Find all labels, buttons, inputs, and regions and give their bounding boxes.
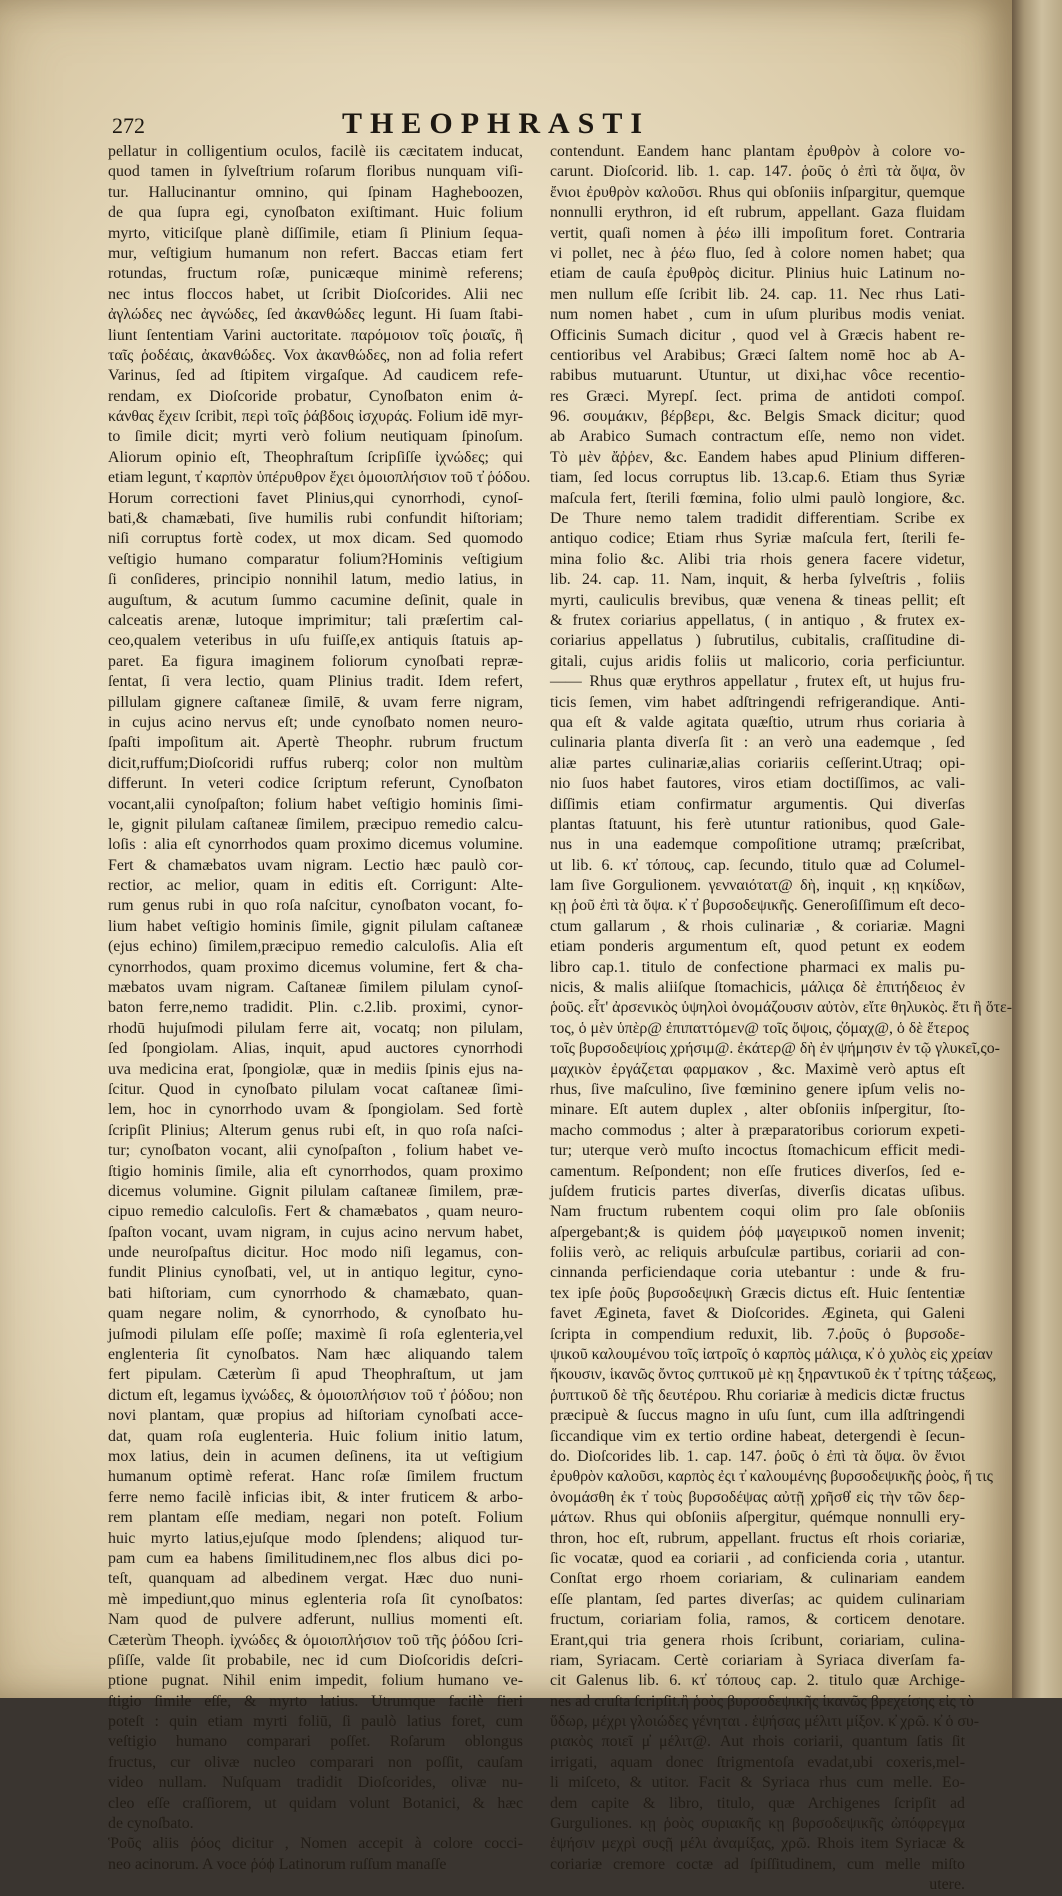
text-line: fert pipulam. Cæterùm ſi apud Theophraſtum, ut jam [108, 1366, 523, 1384]
text-line: ὕδωρ, μέχρι γλοιώδες γένηται . ἑψήσας μέλιτι μίξον. κ̓ χρῶ. κ̓ ὁ συ- [550, 1713, 980, 1731]
text-line: lem, hoc in cynorrhodo uvam & ſpongiolam. Sed fortè [108, 1101, 523, 1119]
text-line: Officinis Sumach dicitur , quod vel à Græcis habent re- [550, 326, 965, 344]
text-line: ψικοῦ καλουμένου τοῖς ἰατροῖς ὁ καρπὸς μάλιςα, κ̓ ὁ χυλὸς εἰς χρείαν [550, 1346, 993, 1364]
text-line: Ῥοῦς aliis ῥόος dicitur , Nomen accepit à colore cocci- [108, 1835, 523, 1853]
text-line: De Thure nemo talem tradidit differentiam. Scribe ex [550, 510, 965, 528]
text-line: plantas ſtatuunt, his ferè utuntur rationibus, quod Gale- [550, 815, 965, 833]
text-line: pillulam gignere caſtaneæ ſimilē, & uvam ferre nigram, [108, 693, 523, 711]
text-line: de qua ſupra egi, cynoſbaton exiſtimant. Huic folium [108, 204, 523, 222]
text-line: ſpaſton vocant, uvam nigram, in cujus acino nervum habet, [108, 1223, 523, 1241]
text-line: liunt ſententiam Varini auctoritate. παρόμοιον τοῖς ῥοιαῖς, ἢ [108, 326, 523, 344]
text-line: coriariæ cremore coctæ ad ſpiſſitudinem, cum melle miſto [550, 1855, 965, 1873]
text-line: mina folio &c. Alibi tria rhois genera facere videtur, [550, 550, 965, 568]
text-line: baton ferre,nemo tradidit. Plin. c.2.lib. proximi, cynor- [108, 999, 523, 1017]
text-line: pam cum ea habens ſimilitudinem,nec flos albus dici po- [108, 1549, 523, 1567]
text-line: huic myrto latius,ejuſque modo ſplendens; aliquod tur- [108, 1529, 523, 1547]
text-line: ticis ſemen, vim habet adſtringendi refrigerandique. Anti- [550, 693, 965, 711]
text-line: utere. [929, 1876, 965, 1894]
text-line: calceatis arenæ, lutoque imprimitur; tali præſertim cal- [108, 611, 523, 629]
text-line: bati hiſtoriam, cum cynorrhodo & chamæbato, quan- [108, 1284, 523, 1302]
text-line: ſed ſpongiolam. Alias, inquit, apud auctores cynorrhodi [108, 1040, 523, 1058]
text-line: ἑψήσιν μεχρὶ συςῇ μέλι ἀναμίξας, χρῶ. Rhois item Syriacæ & [550, 1835, 965, 1853]
text-line: ταῖς ῥοδέαις, ἀκανθώδες. Vox ἀκανθώδες, non ad folia refert [108, 346, 523, 364]
text-line: fructus, cur olivæ nucleo comparari non poſſit, cauſam [108, 1753, 523, 1771]
text-line: englenteria ſit cynoſbatos. Nam hæc aliquando talem [108, 1346, 523, 1364]
text-line: rotundas, fructum roſæ, punicæque minimè referens; [108, 265, 523, 283]
text-line: myrto, viticiſque planè diſſimile, etiam ſi Plinium ſequa- [108, 224, 523, 242]
text-line: tur; uterque verò muſto incoctus ſtomachicum efficit medi- [550, 1142, 965, 1160]
text-line: Cæterùm Theoph. ἰχνώδες & ὁμοιοπλήσιον τοῦ τῆς ῥόδου ſcri- [108, 1631, 523, 1649]
text-line: riam, Syriacam. Certè coriariam à Syriaca diverſam fa- [550, 1651, 965, 1669]
text-line: centioribus vel Arabibus; Græci ſaltem nomē hoc ab A- [550, 346, 965, 364]
text-line: minare. Eſt autem duplex , alter obſoniis inſpergitur, ſto- [550, 1101, 965, 1119]
text-line: quam negare nolim, & cynorrhodo, & cynoſbato hu- [108, 1305, 523, 1323]
text-line: Conſtat ergo rhoem coriariam, & culinariam eandem [550, 1570, 965, 1588]
text-line: dicemus volumine. Gignit pilulam caſtaneæ ſimilem, præ- [108, 1182, 523, 1200]
text-line: μαχικὸν ἐργάζεται φαρμακον , &c. Maximè verò aptus eſt [550, 1060, 965, 1078]
text-line: rendam, ex Dioſcoride probatur, Cynoſbaton enim ἀ- [108, 387, 523, 405]
text-line: ἔνιοι ἐρυθρὸν καλοῦσι. Rhus qui obſoniis inſpargitur, quemque [550, 183, 965, 201]
text-line: favet Ægineta, favet & Dioſcorides. Ægineta, qui Galeni [550, 1305, 965, 1323]
text-line: ferre nemo facilè inficias ibit, & inter fruticem & arbo- [108, 1488, 523, 1506]
text-line: vocant,alii cynoſpaſton; folium habet veſtigio hominis ſimi- [108, 795, 523, 813]
text-line: ſpaſti impoſitum ait. Apertè Theophr. rubrum fructum [108, 734, 523, 752]
text-line: auguſtum, & acutum ſummo cacumine deſinit, quale in [108, 591, 523, 609]
text-line: mox latius, dein in acumen deſinens, ita ut veſtigium [108, 1448, 523, 1465]
text-line: men nullum eſſe ſcribit lib. 24. cap. 11. Nec rhus Lati- [550, 285, 965, 303]
text-line: Nam quod de pulvere adferunt, nullius momenti eſt. [108, 1611, 523, 1629]
text-line: & frutex coriarius appellatus, ( in antiquo , & frutex ex- [550, 611, 965, 629]
page-number: 272 [112, 113, 145, 138]
text-line: ἥκουσιν, ἱκανῶς ὄντος ςυπτικοῦ μὲ κῃ ξηραντικοῦ ἐκ τ̓ τρίτης τάξεως, [550, 1366, 997, 1384]
text-line: ctum gallarum , & rhois culinariæ , & coriariæ. Magni [550, 917, 965, 935]
text-line: tiam, ſed locus corruptus lib. 13.cap.6. Etiam thus Syriæ [550, 469, 965, 487]
text-line: nus in una eademque compoſitione utramq; præſcribat, [550, 836, 965, 854]
text-line: niſi corruptus fortè codex, ut mox dicam. Sed quomodo [108, 530, 523, 548]
text-line: tur. Hallucinantur omnino, qui ſpinam Hagheboozen, [108, 183, 523, 201]
text-line: loſis : alia eſt cynorrhodos quam proximo dicemus volumine. [108, 836, 523, 854]
right-column [550, 142, 1012, 1896]
text-line: ſcitur. Quod in cynoſbato pilulam vocat caſtaneæ ſimi- [108, 1080, 523, 1098]
text-line: nicis, & malis aliiſque ſtomachicis, μάλιςα δὲ ἐπιτήδειος ἐν [550, 979, 965, 997]
text-line: Horum correctioni favet Plinius,qui cynorrhodi, cynoſ- [108, 489, 523, 507]
text-line: τοῖς βυρσοδεψίοις χρήσιμ@. ἐκάτερ@ δὴ ἐν ψήμησιν ἐν τῷ γλυκεῖ,ςο- [550, 1040, 1000, 1058]
text-line: uva medicina erat, ſpongiolæ, quæ in mediis ſpinis ejus na- [108, 1060, 523, 1078]
text-line: etiam de cauſa ἐρυθρὸς dicitur. Plinius huic Latinum no- [550, 265, 965, 283]
left-column [108, 142, 531, 1875]
text-line: gitali, cujus aridis foliis ut malicorio, coria perficiuntur. [550, 652, 965, 670]
text-line: μάτων. Rhus qui obſoniis aſpergitur, quémque nonnulli ery- [550, 1509, 965, 1527]
text-line: ſcripta in compendium reduxit, lib. 7.ῥοῦς ὁ βυρσοδε- [550, 1325, 965, 1343]
text-line: macho commodus ; alter à præparatoribus coriorum expeti- [550, 1121, 965, 1139]
adjacent-page-edge [1012, 0, 1062, 1698]
text-line: mæbatos uvam nigram. Caſtaneæ ſimilem pilulam cynoſ- [108, 979, 523, 997]
text-line: tur; cynoſbaton vocant, alii cynoſpaſton , folium habet ve- [108, 1142, 523, 1160]
text-line: veſtigio humano comparari poſſet. Roſarum oblongus [108, 1733, 523, 1751]
text-line: dicit,ruffum;Dioſcoridi ruffus ruberq; color non multùm [108, 754, 523, 772]
text-line: κάνθας ἔχειν ſcribit, περὶ τοῖς ῥάβδοις ἰσχυράς. Folium idē myr- [108, 408, 523, 426]
text-line: ἐρυθρὸν καλοῦσι, καρπὸς ἐςι τ̓ καλουμένης βυρσοδεψικῆς ῥοὸς, ἥ τις [550, 1468, 993, 1486]
text-line: le, gignit pilulam caſtaneæ ſimilem, præcipuo remedio calcu- [108, 815, 523, 833]
text-line: ceo,qualem veteribus in uſu fuiſſe,ex antiquis ſtatuis ap- [108, 632, 523, 650]
text-line: num nomen habet , cum in uſum pluribus modis veniat. [550, 306, 965, 324]
text-line: humanum optimè referat. Hanc roſæ ſimilem fructum [108, 1468, 523, 1486]
text-line: ἀγλώδες nec ἀγνώδες, ſed ἀκανθώδες legunt. Hi ſuam ſtabi- [108, 306, 523, 324]
text-line: tex ipſe ῥοῦς βυρσοδεψικὴ Græcis dictus eſt. Huic ſententiæ [550, 1284, 965, 1302]
text-line: —— Rhus quæ erythros appellatur , frutex eſt, ut hujus fru- [550, 673, 965, 691]
text-line: rhus, ſive maſculino, ſive fœminino genere ipſum velis no- [550, 1080, 965, 1098]
text-line: ſentat, ſi vera lectio, quam Plinius tradit. Idem refert, [108, 673, 523, 691]
text-line: ſi conſideres, principio nonnihil latum, medio latius, in [108, 571, 523, 589]
text-line: ῥοῦς. εἶτ' ἀρσενικὸς ὑψηλοὶ ὀνομάζουσιν αὐτὸν, εἴτε θηλυκὸς. ἔτι ἢ ὅτε- [550, 999, 1012, 1017]
text-line: nec intus floccos habet, ut ſcribit Dioſcorides. Alii nec [108, 285, 523, 303]
text-line: contendunt. Eandem hanc plantam ἐρυθρὸν à colore vo- [550, 143, 965, 160]
text-line: lib. 24. cap. 11. Nam, inquit, & herba ſylveſtris , foliis [550, 571, 965, 589]
text-line: nes ad cruſta ſcripſit.ἢ ῥοὸς βυρσοδεψικῆς ἱκανῶς βρεχείσης εἰς τὸ [550, 1692, 975, 1710]
text-line: lam ſive Gorgulionem. γενναιότατ@ δὴ, inquit , κῃ κηκίδων, [550, 877, 965, 895]
text-line: novi plantam, quæ propius ad hiſtoriam cynoſbati acce- [108, 1407, 523, 1425]
text-line: Aliorum opinio eſt, Theophraſtum ſcripſiſſe ἰχνώδες; qui [108, 448, 523, 466]
text-line: irrigati, aquam donec ſtrigmentoſa evadat,ubi coxeris,mel- [550, 1753, 965, 1771]
text-line: res Græci. Myrepſ. ſect. prima de antidoti compoſ. [550, 387, 965, 405]
text-line: (ejus echino) ſimilem,præcipuo remedio calculoſis. Alia eſt [108, 938, 523, 956]
text-line: fructum, coriariam folia, ramos, & corticem denotare. [550, 1611, 965, 1629]
text-line: teſt, quanquam ad albedinem vergat. Hæc duo nuni- [108, 1570, 523, 1588]
text-line: ab Arabico Sumach contractum eſſe, nemo non videt. [550, 428, 965, 446]
text-line: Nam fructum rubentem coqui olim pro ſale obſoniis [550, 1203, 965, 1221]
text-line: differunt. In veteri codice ſcriptum referunt, Cynoſbaton [108, 775, 523, 793]
text-line: vertit, quaſi nomen à ῥέω illi impoſitum foret. Contraria [550, 224, 965, 242]
text-line: unde neuroſpaſtus dicitur. Hoc modo niſi legamus, con- [108, 1244, 523, 1262]
text-line: lium habet veſtigio hominis ſimile, gignit pilulam caſtaneæ [108, 917, 523, 935]
text-line: cleo eſſe craſſiorem, ut quidam volunt Botanici, & hæc [108, 1794, 523, 1812]
text-line: foliis verò, ac reliquis arbuſculæ partibus, coriarii ad con- [550, 1244, 965, 1262]
text-line: ſtigio hominis ſimile, alia eſt cynorrhodos, quam proximo [108, 1162, 523, 1180]
text-line: rum genus rubi in quo roſa naſcitur, cynoſbaton vocant, fo- [108, 897, 523, 915]
text-line: dictum eſt, legamus ἰχνώδες, & ὁμοιοπλήσιον τοῦ τ̓ ῥόδου; non [108, 1386, 523, 1404]
text-line: camentum. Reſpondent; non eſſe frutices diverſos, ſed e- [550, 1162, 965, 1180]
text-line: præcipuè & ſuccus magno in uſu ſunt, cum illa adſtringendi [550, 1407, 965, 1425]
text-line: Gurguliones. κῃ ῥοὸς συριακῆς κῃ βυρσοδεψικῆς ὠπόφρεγμα [550, 1815, 965, 1833]
text-line: libro cap.1. titulo de confectione pharmaci ex malis pu- [550, 958, 965, 976]
text-line: ut lib. 6. κτ̓ τόπους, cap. ſecundo, titulo quæ ad Columel- [550, 856, 965, 874]
text-line: dat, quam roſa euglenteria. Huic folium initio latum, [108, 1427, 523, 1445]
text-line: juſmodi pilulam eſſe poſſe; maximè ſi roſa eglenteria,vel [108, 1325, 523, 1343]
text-line: video nullam. Nuſquam tradidit Dioſcorides, olivæ nu- [108, 1774, 523, 1792]
text-line: etiam legunt, τ̓ καρπὸν ὑπέρυθρον ἔχει ὁμοιοπλήσιον τοῦ τ̓ ῥόδου. [108, 469, 531, 487]
text-line: to ſimile dicit; myrti verò folium neutiquam ſpinoſum. [108, 428, 523, 446]
text-line: ſtigio ſimile eſſe, & myrto latius. Utrumque facilè fieri [108, 1692, 523, 1710]
text-line: veſtigio humano comparatur folium?Hominis veſtigium [108, 550, 523, 568]
text-line: Erant,qui tria genera rhois ſcribunt, coriariam, culina- [550, 1631, 965, 1649]
text-line: aliæ partes culinariæ,alias coriariis ceſſerint.Utraq; opi- [550, 754, 965, 772]
text-line: nonnulli erythron, id eſt rubrum, appellant. Gaza fluidam [550, 204, 965, 222]
text-line: cynorrhodos, quam proximo dicemus volumine, fert & cha- [108, 958, 523, 976]
text-line: cipuo remedio calculoſis. Fert & chamæbatos , quam neuro- [108, 1203, 523, 1221]
text-line: nio ſuos habet fautores, viros etiam doctiſſimos, ac vali- [550, 775, 965, 793]
text-line: li miſceto, & utitor. Facit & Syriaca rhus cum melle. Eo- [550, 1774, 965, 1792]
text-line: rem plantam eſſe mediam, negari non poteſt. Folium [108, 1509, 523, 1527]
text-line: fundit Plinius cynoſbati, vel, ut in antiquo legitur, cyno- [108, 1264, 523, 1282]
text-line: cinnanda perficiendaque coria utebantur : unde & fru- [550, 1264, 965, 1282]
text-line: antiquo codice; Etiam rhus Syriæ maſcula fert, ſterili fe- [550, 530, 965, 548]
text-line: ſcripſit Plinius; Alterum genus rubi eſt, in quo roſa naſci- [108, 1121, 523, 1139]
text-line: pellatur in colligentium oculos, facilè iis cæcitatem inducat, [108, 143, 523, 160]
text-line: coriarius appellatus ) ſubrutilus, cubitalis, craſſitudine di- [550, 632, 965, 650]
text-line: ῥυπτικοῦ δὲ τῆς δευτέρου. Rhu coriariæ à medicis dictæ fructus [550, 1386, 965, 1404]
page-header [112, 107, 952, 141]
text-line: rectior, ac melior, quam in editis eſt. Corrigunt: Alte- [108, 877, 523, 895]
text-line: qua eſt & valde agitata quæſtio, utrum rhus coriaria à [550, 713, 965, 731]
text-line: 96. σουμάκιν, βέρβερι, &c. Belgis Smack dicitur; quod [550, 408, 965, 426]
text-line: bati,& chamæbati, ſive humilis rubi confundit hiſtoriam; [108, 510, 523, 528]
text-line: diſſimis etiam confirmatur argumentis. Qui diverſas [550, 795, 965, 813]
text-line: Τὸ μὲν ἄῤῥεν, &c. Eandem habes apud Plinium differen- [550, 448, 965, 466]
text-line: culinaria planta diverſa ſit : an verò una eademque , ſed [550, 734, 965, 752]
text-line: ſiccandique vim ex tertio ordine habeat, detergendi è ſecun- [550, 1427, 965, 1445]
text-line: eſſe plantam, ſed partes diverſas; ac quidem culinariam [550, 1590, 965, 1608]
text-line: mur, veſtigium humanum non refert. Baccas etiam fert [108, 244, 523, 262]
text-line: in cujus acino nervus eſt; unde cynoſbato nomen neuro- [108, 713, 523, 731]
text-line: neo acinorum. A voce ῥόϕ Latinorum ruſſum manaſſe [108, 1855, 447, 1873]
text-line: maſcula fert, ſterili fœmina, folio ulmi paulò longiore, &c. [550, 489, 965, 507]
text-line: dem capite & libro, titulo, quæ Archigenes ſcripſit ad [550, 1794, 965, 1812]
text-line: ſic vocatæ, quod ea coriarii , ad conficienda coria , utantur. [550, 1549, 965, 1567]
running-head: THEOPHRASTI [342, 107, 651, 140]
text-line: τος, ὁ μὲν ὑπὲρ@ ἐπιπαττόμεν@ τοῖς ὄψοις, ς̓όμαχ@, ὁ δὲ ἕτερος [550, 1019, 969, 1037]
text-line: etiam ponderis argumentum eſt, quod petunt ex eodem [550, 938, 965, 956]
text-line: Varinus, ſed ad ſtipitem virgaſque. Ad caudicem refe- [108, 367, 523, 385]
text-line: quod tamen in ſylveſtrium roſarum floribus nunquam viſi- [108, 163, 523, 181]
text-line: carunt. Dioſcorid. lib. 1. cap. 147. ῥοῦς ὁ ἐπὶ τὰ ὄψα, ὃν [550, 163, 965, 181]
text-line: aſpergebant;& is quidem ῥόϕ μαγειρικοῦ nomen invenit; [550, 1223, 965, 1241]
text-line: pſiſſe, valde ſit probabile, nec id cum Dioſcoridis deſcri- [108, 1651, 523, 1669]
text-line: ριακὸς ποιεῖ μ̓ μέλιτ@. Aut rhois coriarii, quantum ſatis ſit [550, 1733, 965, 1751]
text-line: vi pollet, nec à ῥέω fluo, ſed à colore nomen habet; qua [550, 244, 965, 262]
text-line: myrti, cauliculis brevibus, quæ venena & tineas pellit; eſt [550, 591, 965, 609]
text-line: cit Galenus lib. 6. κτ̓ τόπους cap. 2. titulo quæ Archige- [550, 1672, 965, 1690]
text-line: rhodū hujuſmodi pilulam ferre ait, vocatq; non pilulam, [108, 1019, 523, 1037]
text-line: poteſt : quin etiam myrti foliū, ſi paulò latius foret, cum [108, 1713, 523, 1731]
text-line: ὀνομάσθη ἐκ τ̓ τοὺς βυρσοδέψας αὐτῇ χρῆσθ̓ εἰς τὴν τῶν δερ- [550, 1488, 965, 1506]
text-line: rabibus mutuarunt. Utuntur, ut dixi,hac vôce recentio- [550, 367, 965, 385]
text-line: κῃ ῥοῦ ἐπὶ τὰ ὄψα. κ̓ τ̓ βυρσοδεψικῆς. Generoſiſſimum eſt deco- [550, 897, 965, 915]
text-line: Fert & chamæbatos uvam nigram. Lectio hæc paulò cor- [108, 856, 523, 874]
text-line: paret. Ea figura imaginem foliorum cynoſbati repræ- [108, 652, 523, 670]
text-line: juſdem fruticis partes diverſas, diverſis dicatas uſibus. [550, 1182, 965, 1200]
text-line: mè impediunt,quo minus eglenteria roſa ſit cynoſbatos: [108, 1590, 523, 1608]
text-line: do. Dioſcorides lib. 1. cap. 147. ῥοῦς ὁ ἐπὶ τὰ ὄψα. ὃν ἔνιοι [550, 1448, 965, 1465]
text-line: ptione pugnat. Nihil enim impedit, folium humano ve- [108, 1672, 523, 1690]
text-line: thron, hoc eſt, rubrum, appellant. fructus eſt rhois coriariæ, [550, 1529, 965, 1547]
text-line: de cynoſbato. [108, 1815, 194, 1833]
